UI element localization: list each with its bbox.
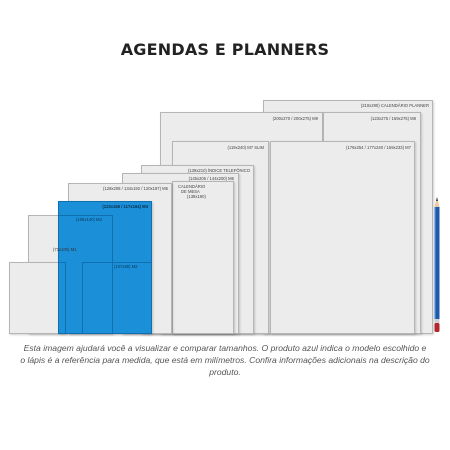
- size-label: DE MESA: [181, 189, 200, 194]
- size-label: (139x210) ÍNDICE TELEFÔNICO: [187, 168, 250, 173]
- size-label: (119x240) M7 SLIM: [227, 145, 264, 150]
- size-label: (128x208 / 134x192 / 120x187) M5: [103, 186, 168, 191]
- caption-line-1: Esta imagem ajudará você a visualizar e comparar tamanhos. O produto azul indica o modelo escolhido e: [23, 343, 427, 353]
- size-label: (138x190): [187, 194, 206, 199]
- pencil-icon: [432, 197, 442, 333]
- caption: [10, 342, 440, 378]
- outline-m2: [82, 262, 152, 334]
- size-label: (105x140) M3: [76, 217, 102, 222]
- size-label: (107x89) M2: [114, 264, 138, 269]
- sheet-m7: [270, 141, 415, 334]
- size-label: CALENDÁRIO: [178, 184, 206, 189]
- size-label: (200x270 / 200x275) M9: [272, 116, 318, 121]
- size-label: (145x205 / 144x200) M6: [188, 176, 234, 181]
- sheet-calendario-mesa: [172, 181, 234, 334]
- outline-m1: [58, 262, 66, 334]
- size-label: (210x290) CALENDÁRIO PLANNER: [360, 103, 429, 108]
- page-title: AGENDAS E PLANNERS: [120, 40, 330, 59]
- size-label: (123x275 / 159x275) M8: [370, 116, 416, 121]
- caption-line-2: o lápis é a referência para medida, que está em milímetros. Confira informações adicionais na descrição do produto.: [20, 355, 430, 377]
- size-label: (123x166 / 117x164) M4: [102, 204, 148, 209]
- size-label: (176x254 / 177x240 / 159x233) M7: [346, 145, 411, 150]
- size-label: (71x100) M1: [53, 247, 77, 252]
